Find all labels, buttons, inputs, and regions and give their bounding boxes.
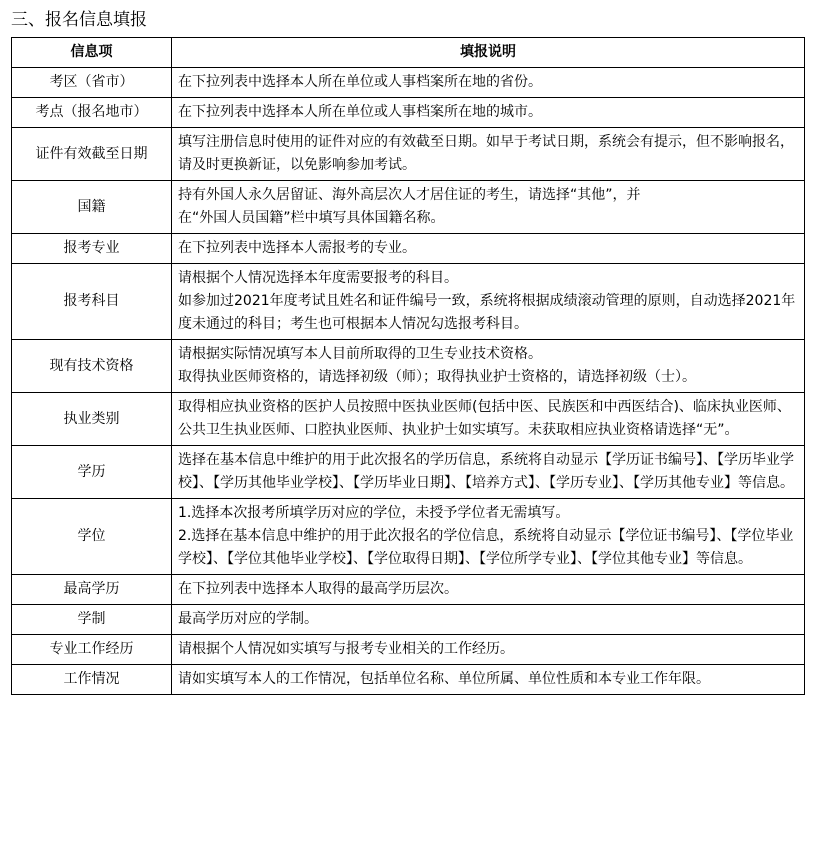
header-item: 信息项 [12, 38, 172, 68]
row-description [172, 340, 805, 393]
section-title: 三、报名信息填报 [11, 10, 147, 30]
description-line: 如参加过2021年度考试且姓名和证件编号一致，系统将根据成绩滚动管理的原则，自动选择2021年度未通过的科目；考生也可根据本人情况勾选报考科目。 [178, 293, 796, 332]
description-line: 取得相应执业资格的医护人员按照中医执业医师(包括中医、民族医和中西医结合)、临床执业医师、公共卫生执业医师、口腔执业医师、执业护士如实填写。未获取相应执业资格请选择“无”。 [178, 399, 791, 438]
description-line: 在下拉列表中选择本人需报考的专业。 [178, 240, 416, 256]
row-item-label: 执业类别 [12, 393, 172, 446]
table-row [12, 635, 805, 665]
row-item-label: 学制 [12, 605, 172, 635]
table-row [12, 98, 805, 128]
description-line: 持有外国人永久居留证、海外高层次人才居住证的考生，请选择“其他”，并 [178, 187, 641, 203]
table-row [12, 128, 805, 181]
description-line: 在下拉列表中选择本人所在单位或人事档案所在地的省份。 [178, 74, 542, 90]
table-row [12, 499, 805, 575]
table-row [12, 68, 805, 98]
row-description [172, 128, 805, 181]
row-description [172, 635, 805, 665]
table-row [12, 393, 805, 446]
description-line: 请如实填写本人的工作情况，包括单位名称、单位所属、单位性质和本专业工作年限。 [178, 671, 710, 687]
row-item-label: 学历 [12, 446, 172, 499]
row-description [172, 98, 805, 128]
row-description [172, 68, 805, 98]
header-description: 填报说明 [172, 38, 805, 68]
table-header-row [12, 38, 805, 68]
row-item-label: 最高学历 [12, 575, 172, 605]
row-description [172, 393, 805, 446]
row-item-label: 报考科目 [12, 264, 172, 340]
description-line: 在“外国人员国籍”栏中填写具体国籍名称。 [178, 210, 445, 226]
description-line: 最高学历对应的学制。 [178, 611, 318, 627]
row-item-label: 考区（省市） [12, 68, 172, 98]
table-row [12, 264, 805, 340]
row-description [172, 605, 805, 635]
description-line: 2.选择在基本信息中维护的用于此次报名的学位信息，系统将自动显示【学位证书编号】、【学位毕业学校】、【学位其他毕业学校】、【学位取得日期】、【学位所学专业】、【学位其他专业】等信息。 [178, 528, 794, 567]
row-description [172, 234, 805, 264]
table-row [12, 575, 805, 605]
row-description [172, 665, 805, 695]
row-description [172, 264, 805, 340]
description-line: 1.选择本次报考所填学历对应的学位，未授予学位者无需填写。 [178, 505, 570, 521]
description-line: 请根据实际情况填写本人目前所取得的卫生专业技术资格。 [178, 346, 542, 362]
table-body [12, 68, 805, 695]
table-row [12, 340, 805, 393]
table-row [12, 181, 805, 234]
row-item-label: 报考专业 [12, 234, 172, 264]
row-item-label: 证件有效截至日期 [12, 128, 172, 181]
description-line: 填写注册信息时使用的证件对应的有效截至日期。如早于考试日期，系统会有提示，但不影响报名，请及时更换新证，以免影响参加考试。 [178, 134, 794, 173]
table-row [12, 605, 805, 635]
table-row [12, 665, 805, 695]
row-item-label: 国籍 [12, 181, 172, 234]
row-description [172, 181, 805, 234]
description-line: 取得执业医师资格的，请选择初级（师）；取得执业护士资格的，请选择初级（士）。 [178, 369, 696, 385]
row-description [172, 575, 805, 605]
description-line: 请根据个人情况选择本年度需要报考的科目。 [178, 270, 458, 286]
row-item-label: 考点（报名地市） [12, 98, 172, 128]
registration-info-table [11, 37, 805, 695]
row-item-label: 专业工作经历 [12, 635, 172, 665]
row-description [172, 499, 805, 575]
description-line: 在下拉列表中选择本人取得的最高学历层次。 [178, 581, 458, 597]
description-line: 在下拉列表中选择本人所在单位或人事档案所在地的城市。 [178, 104, 542, 120]
table-row [12, 446, 805, 499]
row-item-label: 现有技术资格 [12, 340, 172, 393]
row-item-label: 学位 [12, 499, 172, 575]
row-item-label: 工作情况 [12, 665, 172, 695]
description-line: 请根据个人情况如实填写与报考专业相关的工作经历。 [178, 641, 514, 657]
row-description [172, 446, 805, 499]
description-line: 选择在基本信息中维护的用于此次报名的学历信息，系统将自动显示【学历证书编号】、【学历毕业学校】、【学历其他毕业学校】、【学历毕业日期】、【培养方式】、【学历专业】、【学历其他专业】等信息。 [178, 452, 794, 491]
table-row [12, 234, 805, 264]
